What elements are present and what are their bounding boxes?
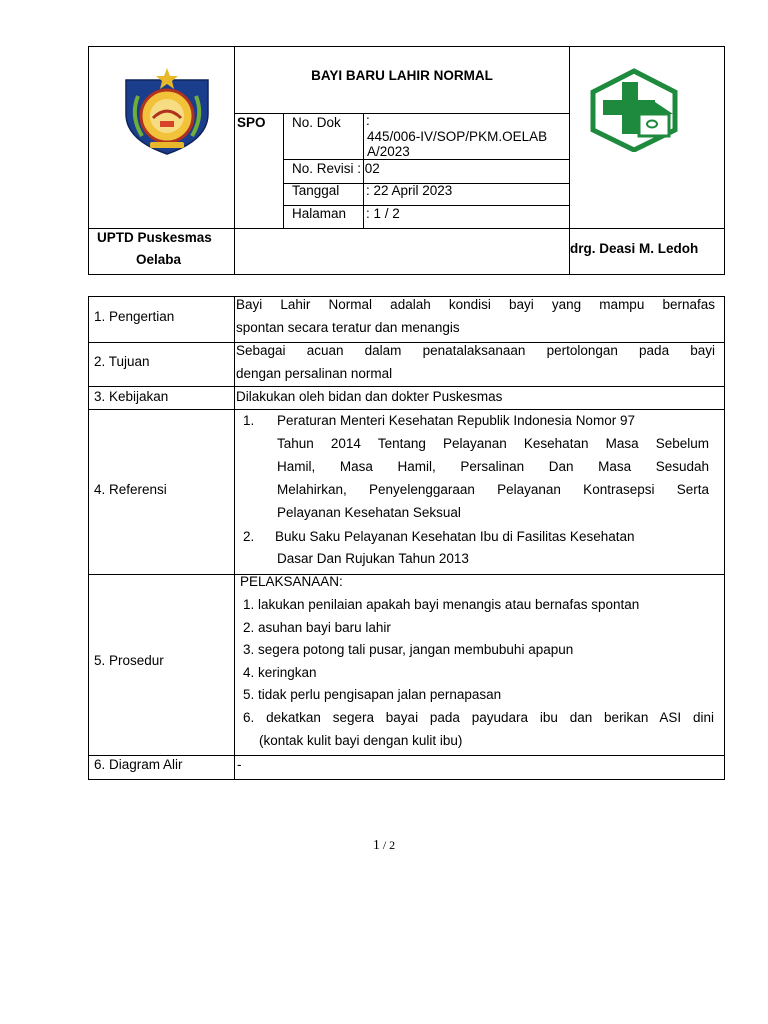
org-name-line2: Oelaba xyxy=(136,252,182,267)
prosedur-heading: PELAKSANAAN: xyxy=(240,574,343,589)
no-dok-value: 445/006-IV/SOP/PKM.OELAB xyxy=(367,129,548,144)
document-title: BAYI BARU LAHIR NORMAL xyxy=(311,68,493,83)
prosedur-step-5: 5. tidak perlu pengisapan jalan pernapasan xyxy=(243,687,502,702)
row-label-pengertian: 1. Pengertian xyxy=(94,309,175,324)
spo-label: SPO xyxy=(237,115,266,130)
row-label-diagram-alir: 6. Diagram Alir xyxy=(94,757,183,772)
kebijakan-text: Dilakukan oleh bidan dan dokter Puskesmas xyxy=(236,389,503,404)
row-label-prosedur: 5. Prosedur xyxy=(94,653,164,668)
row-label-referensi: 4. Referensi xyxy=(94,482,167,497)
prosedur-step-2: 2. asuhan bayi baru lahir xyxy=(243,620,391,635)
referensi-number-1: 1. xyxy=(243,413,255,428)
page-total: / 2 xyxy=(379,838,396,852)
prosedur-step-1: 1. lakukan penilaian apakah bayi menangis atau bernafas spontan xyxy=(243,597,640,612)
signer-name: drg. Deasi M. Ledoh xyxy=(570,241,699,256)
referensi-number-2: 2. xyxy=(243,529,255,544)
org-name-line1: UPTD Puskesmas xyxy=(97,230,212,245)
tanggal-value: : 22 April 2023 xyxy=(366,183,453,198)
referensi-item-1: Peraturan Menteri Kesehatan Republik Indonesia Nomor 97 xyxy=(277,413,635,428)
diagram-alir-value: - xyxy=(237,757,242,772)
prosedur-step-4: 4. keringkan xyxy=(243,665,317,680)
pengertian-text-cont: spontan secara teratur dan menangis xyxy=(236,320,460,335)
row-label-kebijakan: 3. Kebijakan xyxy=(94,389,169,404)
no-revisi: No. Revisi : 02 xyxy=(292,161,380,176)
tujuan-text-cont: dengan persalinan normal xyxy=(236,366,393,381)
puskesmas-green-cross-logo xyxy=(589,68,679,152)
tujuan-text: Sebagai acuan dalam penatalaksanaan pertolongan pada bayi xyxy=(236,343,715,358)
pengertian-text: Bayi Lahir Normal adalah kondisi bayi yang mampu bernafas xyxy=(236,297,715,312)
prosedur-step-3: 3. segera potong tali pusar, jangan membubuhi apapun xyxy=(243,642,574,657)
no-dok-label: No. Dok xyxy=(292,115,341,130)
prosedur-step-6-cont: (kontak kulit bayi dengan kulit ibu) xyxy=(259,733,463,748)
referensi-item-2: Buku Saku Pelayanan Kesehatan Ibu di Fasilitas Kesehatan xyxy=(275,529,635,544)
referensi-item-1-line-3: Hamil, Masa Hamil, Persalinan Dan Masa Sesudah xyxy=(277,459,709,474)
halaman-value: : 1 / 2 xyxy=(366,206,400,221)
page-number xyxy=(0,838,768,854)
referensi-item-1-line-2: Tahun 2014 Tentang Pelayanan Kesehatan Masa Sebelum xyxy=(277,436,709,451)
regency-coat-of-arms-logo xyxy=(120,66,214,156)
page-current: 1 xyxy=(372,838,380,853)
halaman-label: Halaman xyxy=(292,206,347,221)
no-dok-colon: : xyxy=(366,113,370,128)
referensi-item-1-line-4: Melahirkan, Penyelenggaraan Pelayanan Kontrasepsi Serta xyxy=(277,482,709,497)
referensi-item-1-line-5: Pelayanan Kesehatan Seksual xyxy=(277,505,461,520)
tanggal-label: Tanggal xyxy=(292,183,340,198)
referensi-item-2-line-2: Dasar Dan Rujukan Tahun 2013 xyxy=(277,551,469,566)
row-label-tujuan: 2. Tujuan xyxy=(94,354,150,369)
no-dok-value-cont: A/2023 xyxy=(367,144,410,159)
prosedur-step-6: 6. dekatkan segera bayai pada payudara ibu dan berikan ASI dini xyxy=(243,710,714,725)
